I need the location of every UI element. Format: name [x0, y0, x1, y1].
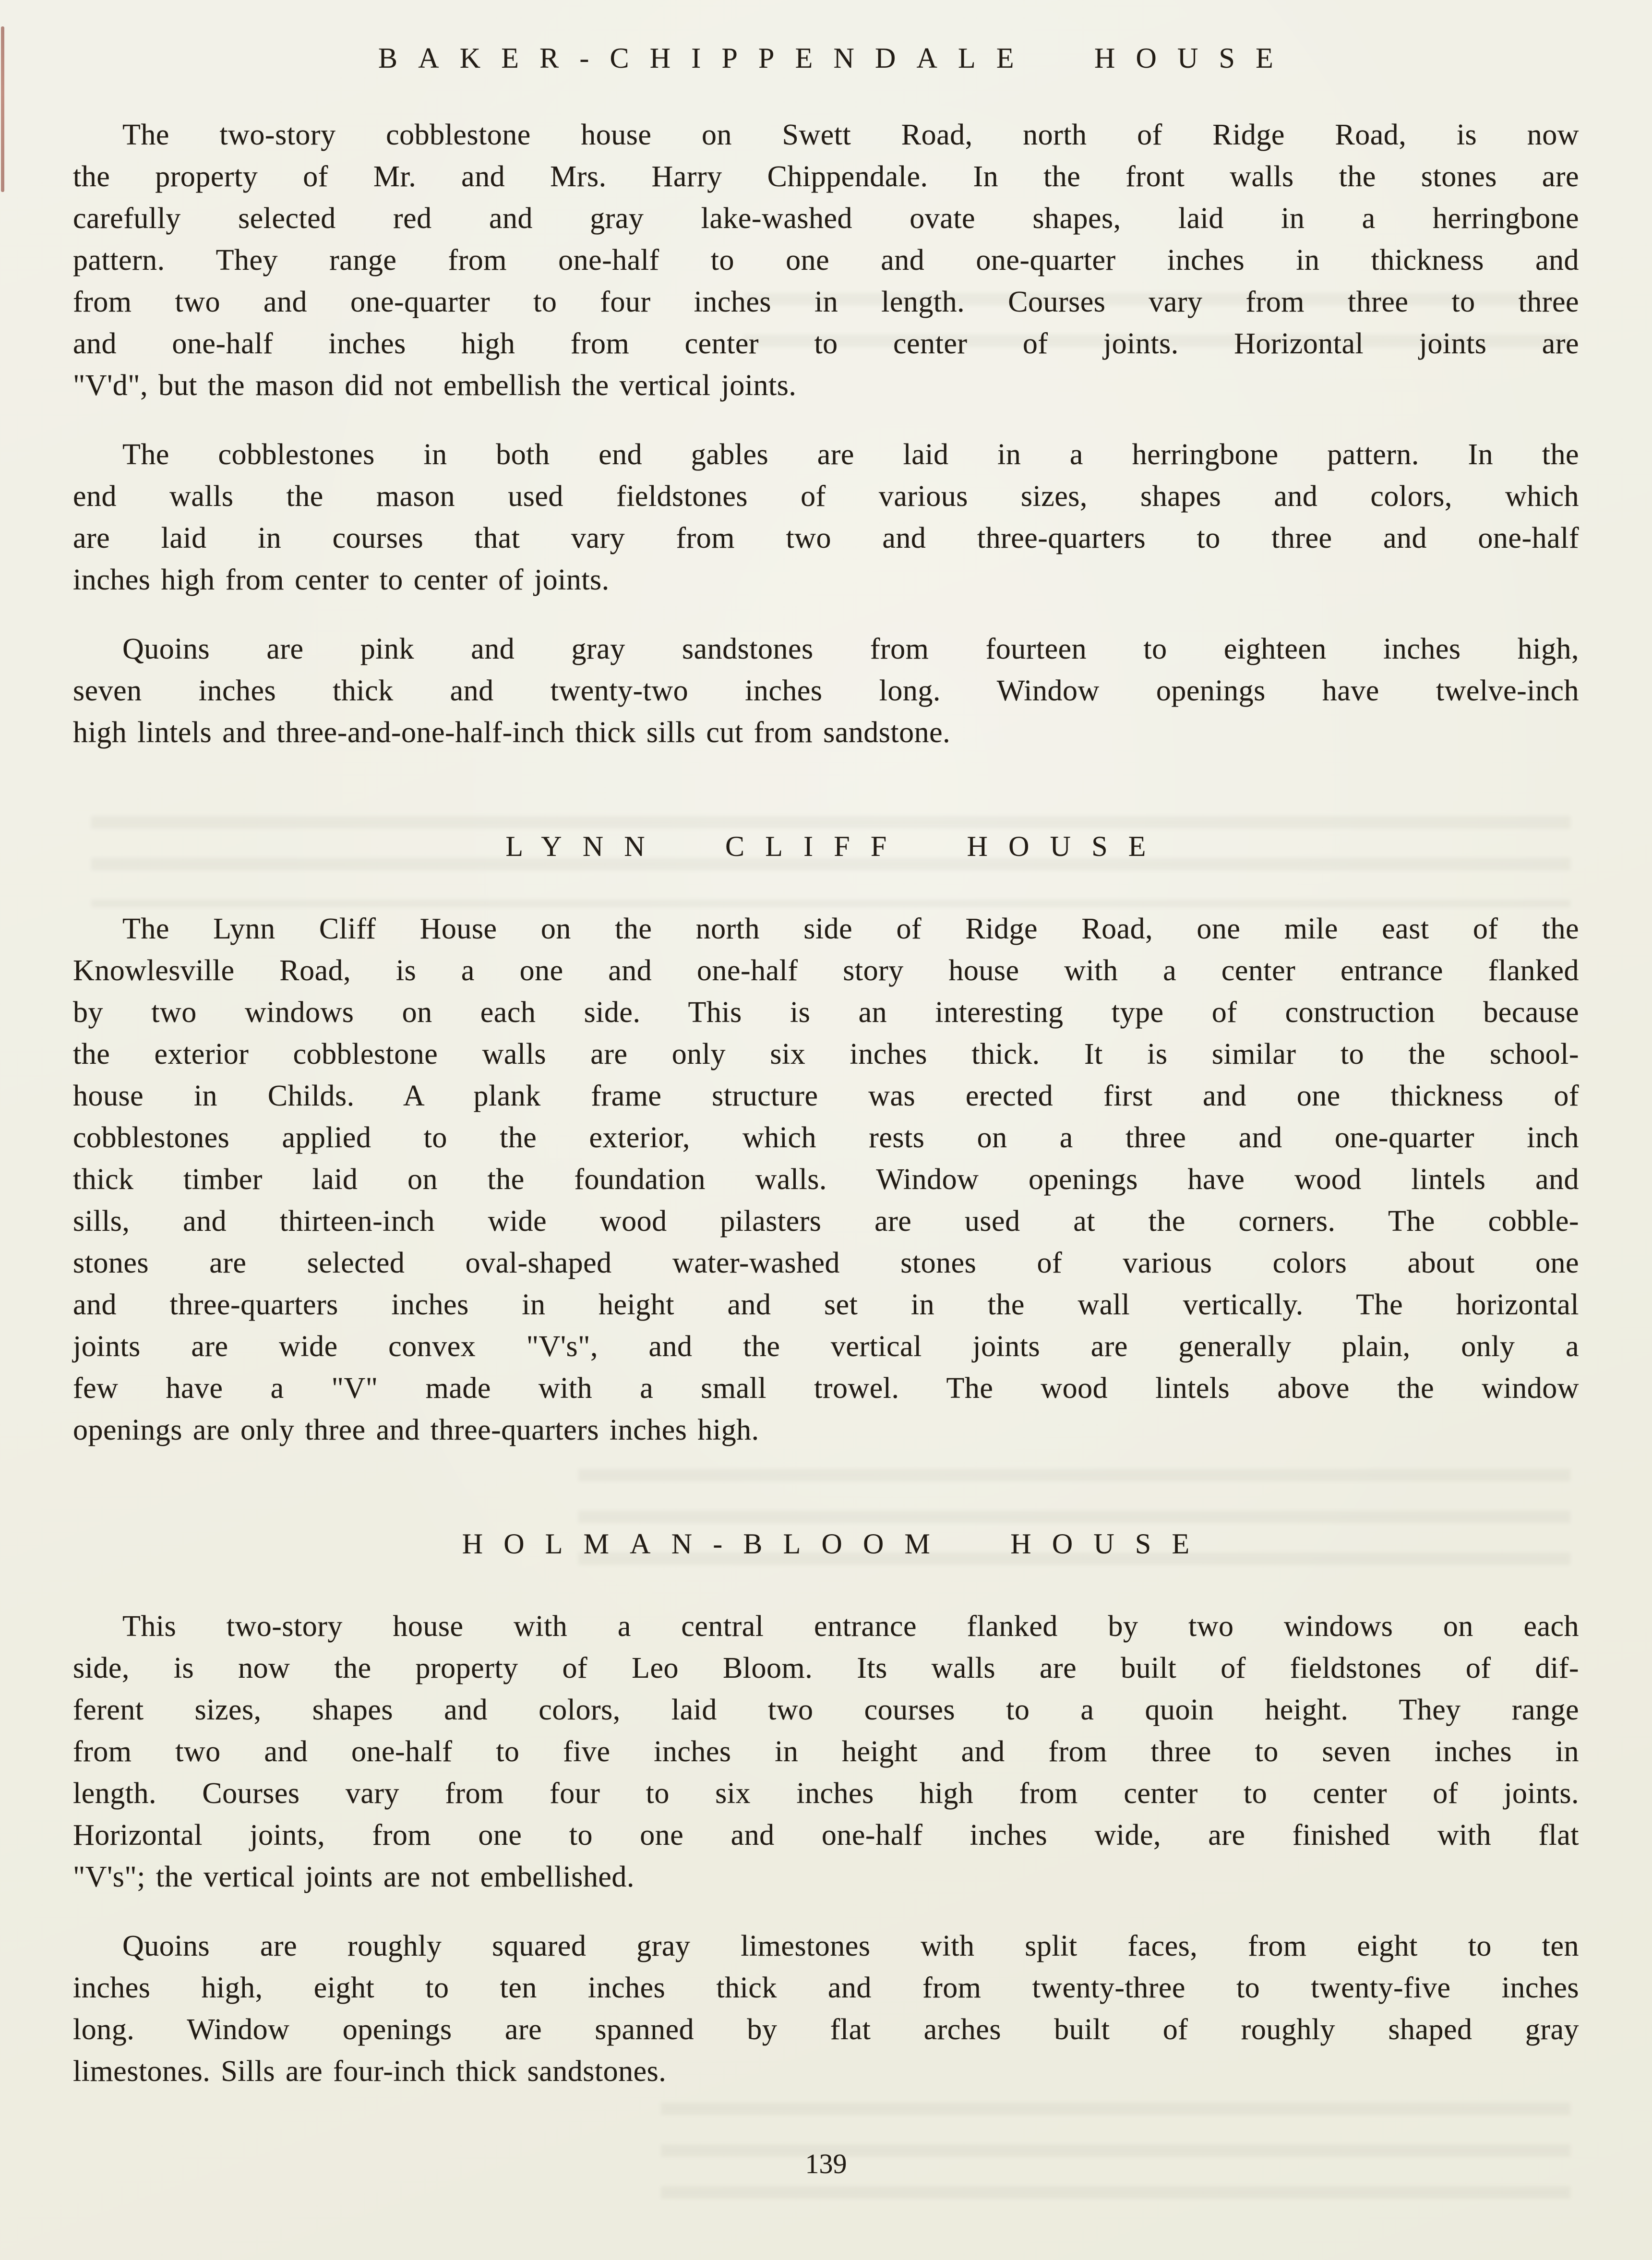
text-line: The two-story cobblestone house on Swett Road, north of Ridge Road, is now: [122, 119, 1579, 151]
paragraph: [73, 908, 1579, 1451]
text-line: thick timber laid on the foundation walls. Window openings have wood lintels and: [73, 1163, 1579, 1196]
text-line: ferent sizes, shapes and colors, laid two courses to a quoin height. They range: [73, 1694, 1579, 1726]
text-line: from two and one-half to five inches in height and from three to seven inches in: [73, 1735, 1579, 1768]
text-line: Quoins are roughly squared gray limestones with split faces, from eight to ten: [122, 1930, 1579, 1962]
text-line: and three-quarters inches in height and set in the wall vertically. The horizontal: [73, 1288, 1579, 1321]
section-heading-holman-bloom-house: HOLMAN-BLOOM HOUSE: [462, 1528, 1210, 1560]
text-line: sills, and thirteen-inch wide wood pilasters are used at the corners. The cobble-: [73, 1205, 1579, 1238]
section-paragraphs: [73, 908, 1579, 1451]
text-line: joints are wide convex "V's", and the vertical joints are generally plain, only a: [73, 1330, 1579, 1363]
text-line: and one-half inches high from center to center of joints. Horizontal joints are: [73, 327, 1579, 360]
text-line: seven inches thick and twenty-two inches long. Window openings have twelve-inch: [73, 674, 1579, 707]
text-line: are laid in courses that vary from two and three-quarters to three and one-half: [73, 522, 1579, 554]
text-line: stones are selected oval-shaped water-washed stones of various colors about one: [73, 1247, 1579, 1279]
text-line: pattern. They range from one-half to one and one-quarter inches in thickness and: [73, 244, 1579, 276]
text-line: from two and one-quarter to four inches in length. Courses vary from three to three: [73, 286, 1579, 318]
text-line: by two windows on each side. This is an interesting type of construction because: [73, 996, 1579, 1029]
text-line: Horizontal joints, from one to one and one-half inches wide, are finished with flat: [73, 1819, 1579, 1851]
text-line: high lintels and three-and-one-half-inch thick sills cut from sandstone.: [73, 716, 951, 749]
text-line: the exterior cobblestone walls are only six inches thick. It is similar to the school-: [73, 1038, 1579, 1070]
paragraph: [73, 628, 1579, 754]
text-line: cobblestones applied to the exterior, which rests on a three and one-quarter inch: [73, 1121, 1579, 1154]
paragraph: [73, 434, 1579, 601]
text-line: long. Window openings are spanned by flat arches built of roughly shaped gray: [73, 2013, 1579, 2046]
text-line: Knowlesville Road, is a one and one-half story house with a center entrance flanked: [73, 954, 1579, 987]
text-line: inches high, eight to ten inches thick and from twenty-three to twenty-five inches: [73, 1971, 1579, 2004]
text-line: few have a "V" made with a small trowel. The wood lintels above the window: [73, 1372, 1579, 1405]
text-line: "V's"; the vertical joints are not embellished.: [73, 1861, 634, 1893]
section-baker-chippendale-house: [73, 37, 1579, 754]
text-line: Quoins are pink and gray sandstones from fourteen to eighteen inches high,: [122, 633, 1579, 665]
text-line: inches high from center to center of joints.: [73, 564, 610, 596]
text-line: limestones. Sills are four-inch thick sandstones.: [73, 2055, 667, 2088]
page-number: 139: [805, 2148, 847, 2179]
text-line: the property of Mr. and Mrs. Harry Chippendale. In the front walls the stones are: [73, 160, 1579, 193]
section-holman-bloom-house: [73, 1523, 1579, 2092]
text-line: The cobblestones in both end gables are laid in a herringbone pattern. In the: [122, 438, 1579, 471]
paragraph: [73, 1606, 1579, 1898]
text-line: The Lynn Cliff House on the north side of Ridge Road, one mile east of the: [122, 913, 1579, 945]
text-line: end walls the mason used fieldstones of various sizes, shapes and colors, which: [73, 480, 1579, 513]
section-lynn-cliff-house: [73, 826, 1579, 1451]
section-heading-baker-chippendale-house: BAKER-CHIPPENDALE HOUSE: [378, 42, 1294, 74]
text-line: "V'd", but the mason did not embellish the vertical joints.: [73, 369, 797, 402]
text-line: This two-story house with a central entrance flanked by two windows on each: [122, 1610, 1579, 1643]
text-line: length. Courses vary from four to six inches high from center to center of joints.: [73, 1777, 1579, 1810]
paragraph: [73, 1925, 1579, 2092]
paragraph: [73, 114, 1579, 407]
text-line: house in Childs. A plank frame structure was erected first and one thickness of: [73, 1080, 1579, 1112]
document-body: [73, 37, 1579, 2092]
section-paragraphs: [73, 1606, 1579, 2092]
text-line: side, is now the property of Leo Bloom. Its walls are built of fieldstones of dif-: [73, 1652, 1579, 1684]
section-heading-lynn-cliff-house: LYNN CLIFF HOUSE: [505, 830, 1167, 862]
section-paragraphs: [73, 114, 1579, 754]
text-line: carefully selected red and gray lake-washed ovate shapes, laid in a herringbone: [73, 202, 1579, 235]
text-line: openings are only three and three-quarters inches high.: [73, 1414, 759, 1446]
